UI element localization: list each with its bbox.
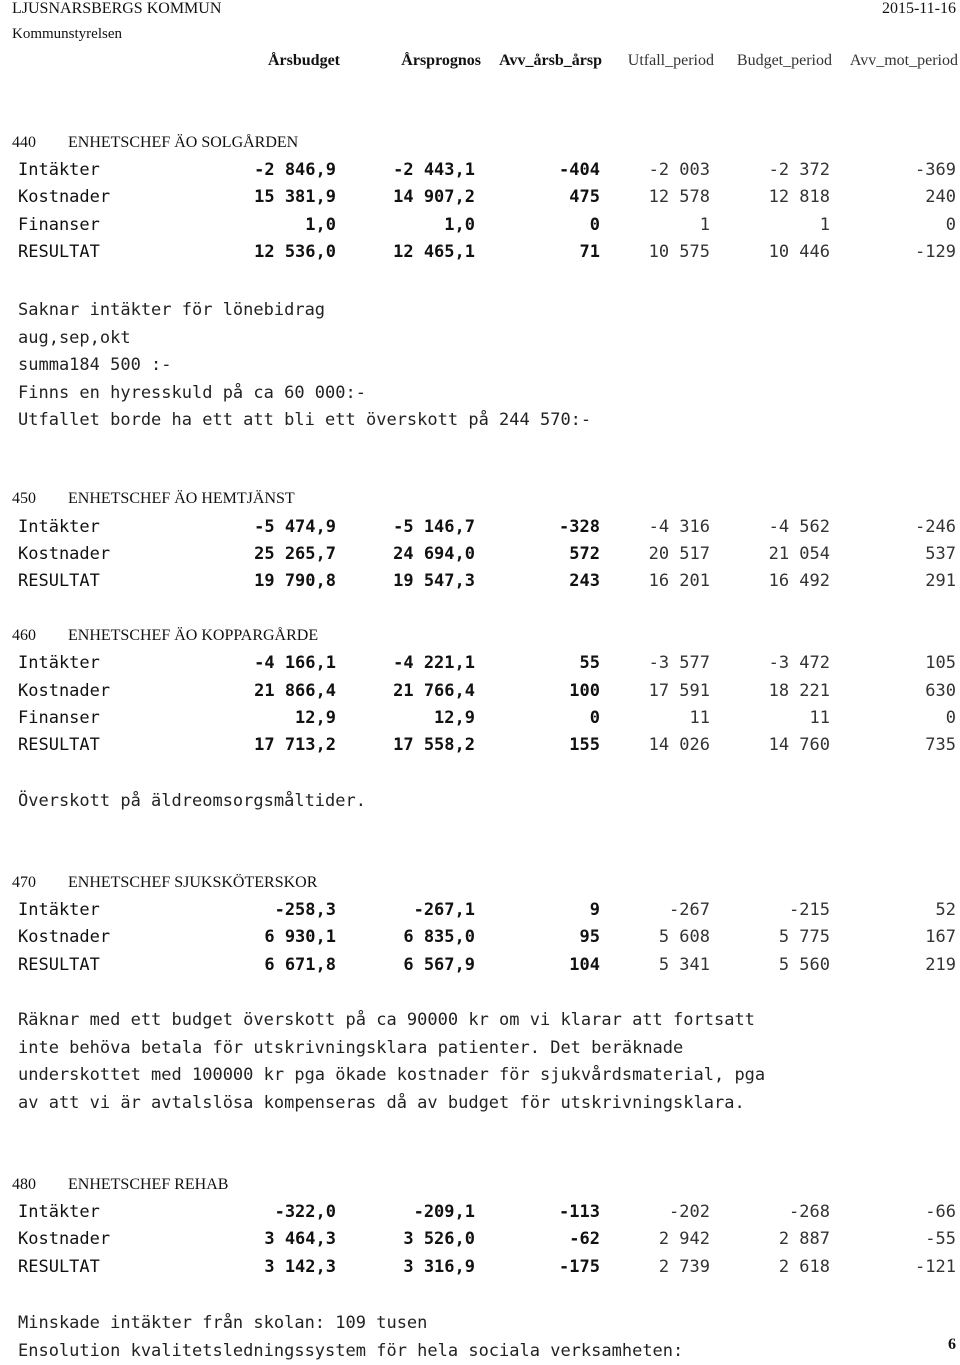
- cell-avv-mot-period: 167: [925, 927, 956, 947]
- cell-utfall-period: 10 575: [649, 242, 710, 262]
- column-header-avv-mot-period: Avv_mot_period: [850, 52, 958, 70]
- cell-utfall-period: 14 026: [649, 735, 710, 755]
- cell-avv-mot-period: 0: [946, 215, 956, 235]
- cell-budget-period: -4 562: [769, 517, 830, 537]
- cell-avv-mot-period: -55: [925, 1229, 956, 1249]
- cell-arsbudget: 12 536,0: [254, 242, 336, 262]
- cell-budget-period: 5 560: [779, 955, 830, 975]
- cell-arsprognos: -2 443,1: [393, 160, 475, 180]
- comment-block: [18, 1007, 765, 1117]
- comment-line: underskottet med 100000 kr pga ökade kostnader för sjukvårdsmaterial, pga: [18, 1062, 765, 1090]
- table-row: [0, 1257, 960, 1285]
- cell-avv-mot-period: 537: [925, 544, 956, 564]
- cell-utfall-period: 16 201: [649, 571, 710, 591]
- cell-utfall-period: -4 316: [649, 517, 710, 537]
- section-title: [12, 874, 317, 892]
- cell-arsprognos: 24 694,0: [393, 544, 475, 564]
- section-title: [12, 490, 295, 508]
- comment-block: [18, 788, 366, 816]
- cell-avv-arsb-arsp: -328: [559, 517, 600, 537]
- comment-line: Finns en hyresskuld på ca 60 000:-: [18, 380, 591, 408]
- cell-arsbudget: 19 790,8: [254, 571, 336, 591]
- cell-avv-mot-period: -129: [915, 242, 956, 262]
- table-row: [0, 544, 960, 572]
- column-header-arsbudget: Årsbudget: [268, 52, 340, 70]
- cell-utfall-period: 2 942: [659, 1229, 710, 1249]
- report-date: 2015-11-16: [882, 0, 956, 18]
- cell-arsprognos: 17 558,2: [393, 735, 475, 755]
- cell-arsprognos: -209,1: [414, 1202, 475, 1222]
- cell-budget-period: 16 492: [769, 571, 830, 591]
- row-label: Intäkter: [18, 900, 100, 920]
- cell-budget-period: 2 618: [779, 1257, 830, 1277]
- table-row: [0, 735, 960, 763]
- cell-arsbudget: 3 142,3: [264, 1257, 336, 1277]
- cell-avv-arsb-arsp: 71: [580, 242, 600, 262]
- column-header-utfall-period: Utfall_period: [628, 52, 714, 70]
- cell-arsbudget: 6 930,1: [264, 927, 336, 947]
- cell-arsprognos: 21 766,4: [393, 681, 475, 701]
- cell-avv-mot-period: -369: [915, 160, 956, 180]
- cell-arsbudget: -322,0: [275, 1202, 336, 1222]
- row-label: Finanser: [18, 708, 100, 728]
- comment-line: summa184 500 :-: [18, 352, 591, 380]
- column-header-arsprognos: Årsprognos: [401, 52, 481, 70]
- cell-arsprognos: -267,1: [414, 900, 475, 920]
- cell-budget-period: -2 372: [769, 160, 830, 180]
- cell-budget-period: 2 887: [779, 1229, 830, 1249]
- comment-line: Saknar intäkter för lönebidrag: [18, 297, 591, 325]
- cell-arsbudget: -5 474,9: [254, 517, 336, 537]
- cell-budget-period: 14 760: [769, 735, 830, 755]
- row-label: Intäkter: [18, 653, 100, 673]
- cell-arsbudget: -2 846,9: [254, 160, 336, 180]
- section-name: ENHETSCHEF REHAB: [68, 1176, 228, 1193]
- cell-utfall-period: 5 341: [659, 955, 710, 975]
- cell-avv-arsb-arsp: 100: [569, 681, 600, 701]
- table-row: [0, 653, 960, 681]
- cell-avv-arsb-arsp: 95: [580, 927, 600, 947]
- cell-utfall-period: -3 577: [649, 653, 710, 673]
- table-row: [0, 1229, 960, 1257]
- table-row: [0, 242, 960, 270]
- cell-utfall-period: 12 578: [649, 187, 710, 207]
- row-label: Kostnader: [18, 187, 110, 207]
- cell-arsprognos: 3 526,0: [403, 1229, 475, 1249]
- table-row: [0, 927, 960, 955]
- cell-utfall-period: 5 608: [659, 927, 710, 947]
- table-row: [0, 215, 960, 243]
- cell-avv-mot-period: 291: [925, 571, 956, 591]
- cell-avv-mot-period: 52: [936, 900, 956, 920]
- comment-line: av att vi är avtalslösa kompenseras då av budget för utskrivningsklara.: [18, 1090, 765, 1118]
- cell-arsbudget: 17 713,2: [254, 735, 336, 755]
- cell-utfall-period: -267: [669, 900, 710, 920]
- cell-budget-period: 12 818: [769, 187, 830, 207]
- cell-budget-period: 5 775: [779, 927, 830, 947]
- cell-budget-period: 1: [820, 215, 830, 235]
- table-row: [0, 708, 960, 736]
- section-name: ENHETSCHEF ÄO HEMTJÄNST: [68, 490, 295, 507]
- section-title: [12, 627, 318, 645]
- cell-avv-arsb-arsp: 55: [580, 653, 600, 673]
- cell-utfall-period: 11: [690, 708, 710, 728]
- cell-arsprognos: 19 547,3: [393, 571, 475, 591]
- row-label: RESULTAT: [18, 571, 100, 591]
- cell-avv-arsb-arsp: 0: [590, 708, 600, 728]
- comment-block: [18, 297, 591, 435]
- table-row: [0, 900, 960, 928]
- section-number: 460: [12, 627, 68, 645]
- cell-avv-arsb-arsp: 243: [569, 571, 600, 591]
- cell-budget-period: -3 472: [769, 653, 830, 673]
- cell-arsbudget: -258,3: [275, 900, 336, 920]
- cell-arsprognos: 12 465,1: [393, 242, 475, 262]
- cell-utfall-period: -2 003: [649, 160, 710, 180]
- cell-budget-period: -215: [789, 900, 830, 920]
- cell-avv-mot-period: 219: [925, 955, 956, 975]
- cell-avv-arsb-arsp: -404: [559, 160, 600, 180]
- row-label: Kostnader: [18, 544, 110, 564]
- table-row: [0, 681, 960, 709]
- cell-avv-arsb-arsp: 475: [569, 187, 600, 207]
- comment-line: Överskott på äldreomsorgsmåltider.: [18, 788, 366, 816]
- cell-arsbudget: -4 166,1: [254, 653, 336, 673]
- cell-arsbudget: 3 464,3: [264, 1229, 336, 1249]
- cell-avv-mot-period: 0: [946, 708, 956, 728]
- cell-arsprognos: 1,0: [444, 215, 475, 235]
- comment-line: Minskade intäkter från skolan: 109 tusen: [18, 1310, 683, 1338]
- cell-utfall-period: 17 591: [649, 681, 710, 701]
- cell-budget-period: 10 446: [769, 242, 830, 262]
- cell-arsprognos: -4 221,1: [393, 653, 475, 673]
- cell-arsbudget: 1,0: [305, 215, 336, 235]
- cell-avv-arsb-arsp: 572: [569, 544, 600, 564]
- cell-arsbudget: 12,9: [295, 708, 336, 728]
- row-label: Kostnader: [18, 681, 110, 701]
- comment-line: Räknar med ett budget överskott på ca 90000 kr om vi klarar att fortsatt: [18, 1007, 765, 1035]
- table-row: [0, 571, 960, 599]
- cell-arsprognos: 6 567,9: [403, 955, 475, 975]
- section-name: ENHETSCHEF ÄO KOPPARGÅRDE: [68, 627, 318, 644]
- row-label: Intäkter: [18, 160, 100, 180]
- cell-budget-period: -268: [789, 1202, 830, 1222]
- row-label: RESULTAT: [18, 242, 100, 262]
- cell-budget-period: 18 221: [769, 681, 830, 701]
- cell-arsprognos: 14 907,2: [393, 187, 475, 207]
- cell-arsbudget: 15 381,9: [254, 187, 336, 207]
- section-number: 480: [12, 1176, 68, 1194]
- cell-utfall-period: -202: [669, 1202, 710, 1222]
- cell-avv-mot-period: 630: [925, 681, 956, 701]
- cell-avv-mot-period: -66: [925, 1202, 956, 1222]
- cell-arsbudget: 21 866,4: [254, 681, 336, 701]
- comment-line: aug,sep,okt: [18, 325, 591, 353]
- table-row: [0, 955, 960, 983]
- comment-line: Utfallet borde ha ett att bli ett överskott på 244 570:-: [18, 407, 591, 435]
- cell-avv-mot-period: -121: [915, 1257, 956, 1277]
- cell-utfall-period: 20 517: [649, 544, 710, 564]
- cell-avv-arsb-arsp: 104: [569, 955, 600, 975]
- cell-arsbudget: 25 265,7: [254, 544, 336, 564]
- cell-arsprognos: 6 835,0: [403, 927, 475, 947]
- section-number: 450: [12, 490, 68, 508]
- column-header-budget-period: Budget_period: [737, 52, 832, 70]
- board-name: Kommunstyrelsen: [12, 26, 122, 43]
- cell-utfall-period: 1: [700, 215, 710, 235]
- section-number: 470: [12, 874, 68, 892]
- cell-arsbudget: 6 671,8: [264, 955, 336, 975]
- row-label: RESULTAT: [18, 735, 100, 755]
- cell-arsprognos: 12,9: [434, 708, 475, 728]
- row-label: Kostnader: [18, 927, 110, 947]
- row-label: RESULTAT: [18, 955, 100, 975]
- row-label: RESULTAT: [18, 1257, 100, 1277]
- column-header-avv-arsb-arsp: Avv_årsb_årsp: [499, 52, 602, 70]
- page-number: 6: [948, 1336, 956, 1354]
- section-name: ENHETSCHEF ÄO SOLGÅRDEN: [68, 134, 298, 151]
- cell-arsprognos: -5 146,7: [393, 517, 475, 537]
- cell-avv-mot-period: 735: [925, 735, 956, 755]
- table-row: [0, 187, 960, 215]
- cell-avv-mot-period: -246: [915, 517, 956, 537]
- row-label: Kostnader: [18, 1229, 110, 1249]
- row-label: Intäkter: [18, 517, 100, 537]
- section-number: 440: [12, 134, 68, 152]
- row-label: Finanser: [18, 215, 100, 235]
- cell-avv-arsb-arsp: 9: [590, 900, 600, 920]
- cell-avv-mot-period: 105: [925, 653, 956, 673]
- cell-budget-period: 11: [810, 708, 830, 728]
- table-row: [0, 160, 960, 188]
- cell-avv-arsb-arsp: 155: [569, 735, 600, 755]
- table-row: [0, 1202, 960, 1230]
- row-label: Intäkter: [18, 1202, 100, 1222]
- section-title: [12, 134, 298, 152]
- section-title: [12, 1176, 228, 1194]
- cell-avv-arsb-arsp: -175: [559, 1257, 600, 1277]
- cell-avv-arsb-arsp: -62: [569, 1229, 600, 1249]
- cell-arsprognos: 3 316,9: [403, 1257, 475, 1277]
- municipality-name: LJUSNARSBERGS KOMMUN: [12, 0, 221, 18]
- cell-utfall-period: 2 739: [659, 1257, 710, 1277]
- section-name: ENHETSCHEF SJUKSKÖTERSKOR: [68, 874, 317, 891]
- cell-avv-mot-period: 240: [925, 187, 956, 207]
- cell-budget-period: 21 054: [769, 544, 830, 564]
- comment-line: Ensolution kvalitetsledningssystem för hela sociala verksamheten:: [18, 1338, 683, 1365]
- cell-avv-arsb-arsp: -113: [559, 1202, 600, 1222]
- comment-block: [18, 1310, 683, 1365]
- comment-line: inte behöva betala för utskrivningsklara patienter. Det beräknade: [18, 1035, 765, 1063]
- cell-avv-arsb-arsp: 0: [590, 215, 600, 235]
- table-row: [0, 517, 960, 545]
